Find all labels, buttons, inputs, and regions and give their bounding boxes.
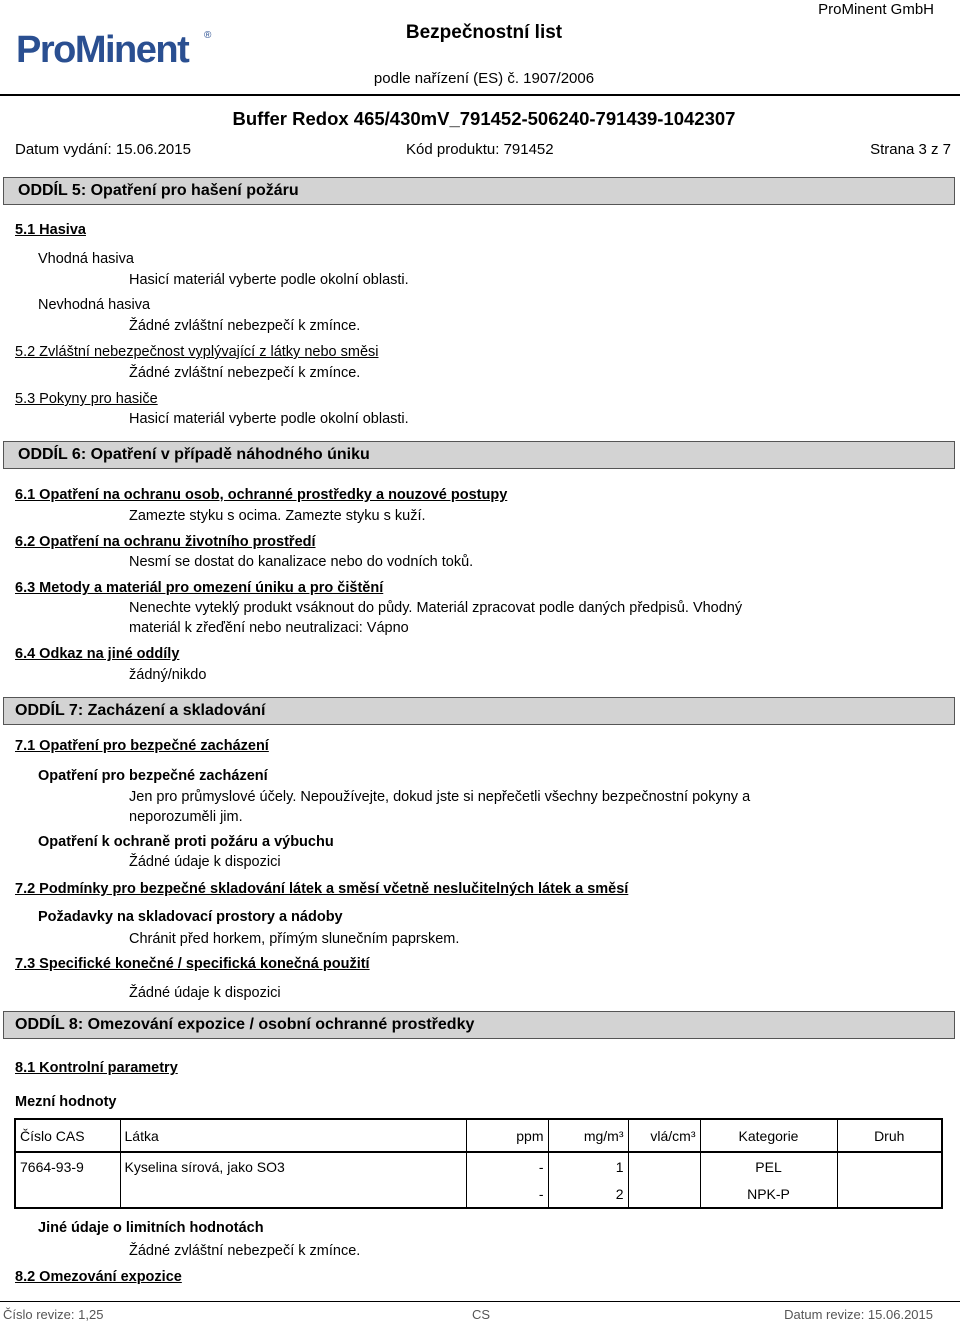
- company-name: ProMinent GmbH: [818, 1, 934, 18]
- subsection-5-3-text: Hasicí materiál vyberte podle okolní oblasti.: [129, 411, 409, 427]
- limit-values-table: [14, 1118, 943, 1209]
- language-code: CS: [472, 1307, 491, 1322]
- subsection-6-3-text-2: materiál k zřeďění nebo neutralizaci: Vápno: [129, 620, 409, 636]
- storage-text: Chránit před horkem, přímým slunečním paprskem.: [129, 931, 460, 947]
- section-8-title: ODDÍL 8: Omezování expozice / osobní ochranné prostředky: [15, 1016, 475, 1033]
- subsection-5-2-text: Žádné zvláštní nebezpečí k zmínce.: [129, 365, 361, 381]
- handling-label: Opatření pro bezpečné zacházení: [38, 768, 268, 784]
- section-5-title: ODDÍL 5: Opatření pro hašení požáru: [18, 182, 299, 199]
- subsection-6-4: 6.4 Odkaz na jiné oddíly: [15, 646, 180, 662]
- footer-divider: [0, 1301, 960, 1302]
- section-5-header: [3, 177, 955, 205]
- col-type: Druh: [837, 1119, 942, 1152]
- subsection-8-2: 8.2 Omezování expozice: [15, 1269, 182, 1285]
- unsuitable-label: Nevhodná hasiva: [38, 297, 151, 313]
- section-7-title: ODDÍL 7: Zacházení a skladování: [15, 702, 266, 719]
- handling-text-1: Jen pro průmyslové účely. Nepoužívejte, dokud jste si nepřečetli všechny bezpečnostní pokyny a: [129, 789, 751, 805]
- col-substance: Látka: [120, 1119, 466, 1152]
- handling-text-2: neporozuměli jim.: [129, 809, 243, 825]
- cell-category: PEL: [700, 1152, 837, 1180]
- fire-protection-text: Žádné údaje k dispozici: [129, 854, 281, 870]
- table-row: [15, 1180, 942, 1208]
- subsection-6-2-text: Nesmí se dostat do kanalizace nebo do vodních toků.: [129, 554, 474, 570]
- section-7-header: [3, 697, 955, 725]
- subsection-7-3-text: Žádné údaje k dispozici: [129, 985, 281, 1001]
- col-category: Kategorie: [700, 1119, 837, 1152]
- suitable-text: Hasicí materiál vyberte podle okolní oblasti.: [129, 272, 409, 288]
- section-6-title: ODDÍL 6: Opatření v případě náhodného úniku: [18, 446, 370, 463]
- subsection-6-1: 6.1 Opatření na ochranu osob, ochranné prostředky a nouzové postupy: [15, 487, 508, 503]
- subsection-6-3: 6.3 Metody a materiál pro omezení úniku a pro čištění: [15, 580, 384, 596]
- col-mgm3: mg/m³: [548, 1119, 628, 1152]
- section-8-header: [3, 1011, 955, 1039]
- cell-fibres: [628, 1180, 700, 1208]
- cell-substance: [120, 1180, 466, 1208]
- cell-type: [837, 1152, 942, 1180]
- document-title: Bezpečnostní list: [405, 22, 563, 43]
- cell-category: NPK-P: [700, 1180, 837, 1208]
- section-6-header: [3, 441, 955, 469]
- svg-text:®: ®: [204, 30, 212, 41]
- revision-number: Číslo revize: 1,25: [3, 1307, 104, 1322]
- subsection-5-1: 5.1 Hasiva: [15, 222, 86, 238]
- subsection-5-2: 5.2 Zvláštní nebezpečnost vyplývající z látky nebo směsi: [15, 344, 379, 360]
- subsection-6-2: 6.2 Opatření na ochranu životního prostředí: [15, 534, 316, 550]
- suitable-label: Vhodná hasiva: [38, 251, 134, 267]
- table-header-row: [15, 1119, 942, 1152]
- col-ppm: ppm: [466, 1119, 548, 1152]
- product-code: Kód produktu: 791452: [406, 141, 554, 158]
- logo-text: ProMinent: [16, 29, 189, 71]
- issue-date: Datum vydání: 15.06.2015: [15, 141, 191, 158]
- subsection-7-3: 7.3 Specifické konečné / specifická konečná použití: [15, 956, 370, 972]
- cell-ppm: -: [466, 1152, 548, 1180]
- subsection-6-1-text: Zamezte styku s ocima. Zamezte styku s kuží.: [129, 508, 426, 524]
- col-cas: Číslo CAS: [15, 1119, 120, 1152]
- page-number: Strana 3 z 7: [870, 141, 951, 158]
- cell-ppm: -: [466, 1180, 548, 1208]
- fire-protection-label: Opatření k ochraně proti požáru a výbuchu: [38, 834, 334, 850]
- cell-substance: Kyselina sírová, jako SO3: [120, 1152, 466, 1180]
- regulation: podle nařízení (ES) č. 1907/2006: [373, 70, 595, 87]
- cell-mgm3: 1: [548, 1152, 628, 1180]
- subsection-5-3: 5.3 Pokyny pro hasiče: [15, 391, 158, 407]
- table-row: [15, 1152, 942, 1180]
- other-limits-text: Žádné zvláštní nebezpečí k zmínce.: [129, 1243, 361, 1259]
- cell-type: [837, 1180, 942, 1208]
- subsection-7-2: 7.2 Podmínky pro bezpečné skladování látek a směsí včetně neslučitelných látek a směsí: [15, 881, 629, 897]
- cell-mgm3: 2: [548, 1180, 628, 1208]
- storage-label: Požadavky na skladovací prostory a nádoby: [38, 909, 343, 925]
- revision-date: Datum revize: 15.06.2015: [784, 1307, 933, 1322]
- limit-values-label: Mezní hodnoty: [15, 1094, 117, 1110]
- subsection-7-1: 7.1 Opatření pro bezpečné zacházení: [15, 738, 269, 754]
- unsuitable-text: Žádné zvláštní nebezpečí k zmínce.: [129, 318, 361, 334]
- product-name: Buffer Redox 465/430mV_791452-506240-791439-1042307: [232, 108, 736, 129]
- subsection-8-1: 8.1 Kontrolní parametry: [15, 1060, 178, 1076]
- subsection-6-3-text-1: Nenechte vyteklý produkt vsáknout do půdy. Materiál zpracovat podle daných předpisů. Vhodný: [129, 600, 743, 616]
- header-divider: [0, 94, 960, 96]
- cell-cas: 7664-93-9: [15, 1152, 120, 1180]
- cell-fibres: [628, 1152, 700, 1180]
- col-fibres: vlá/cm³: [628, 1119, 700, 1152]
- cell-cas: [15, 1180, 120, 1208]
- subsection-6-4-text: žádný/nikdo: [129, 667, 207, 683]
- other-limits-label: Jiné údaje o limitních hodnotách: [38, 1220, 264, 1236]
